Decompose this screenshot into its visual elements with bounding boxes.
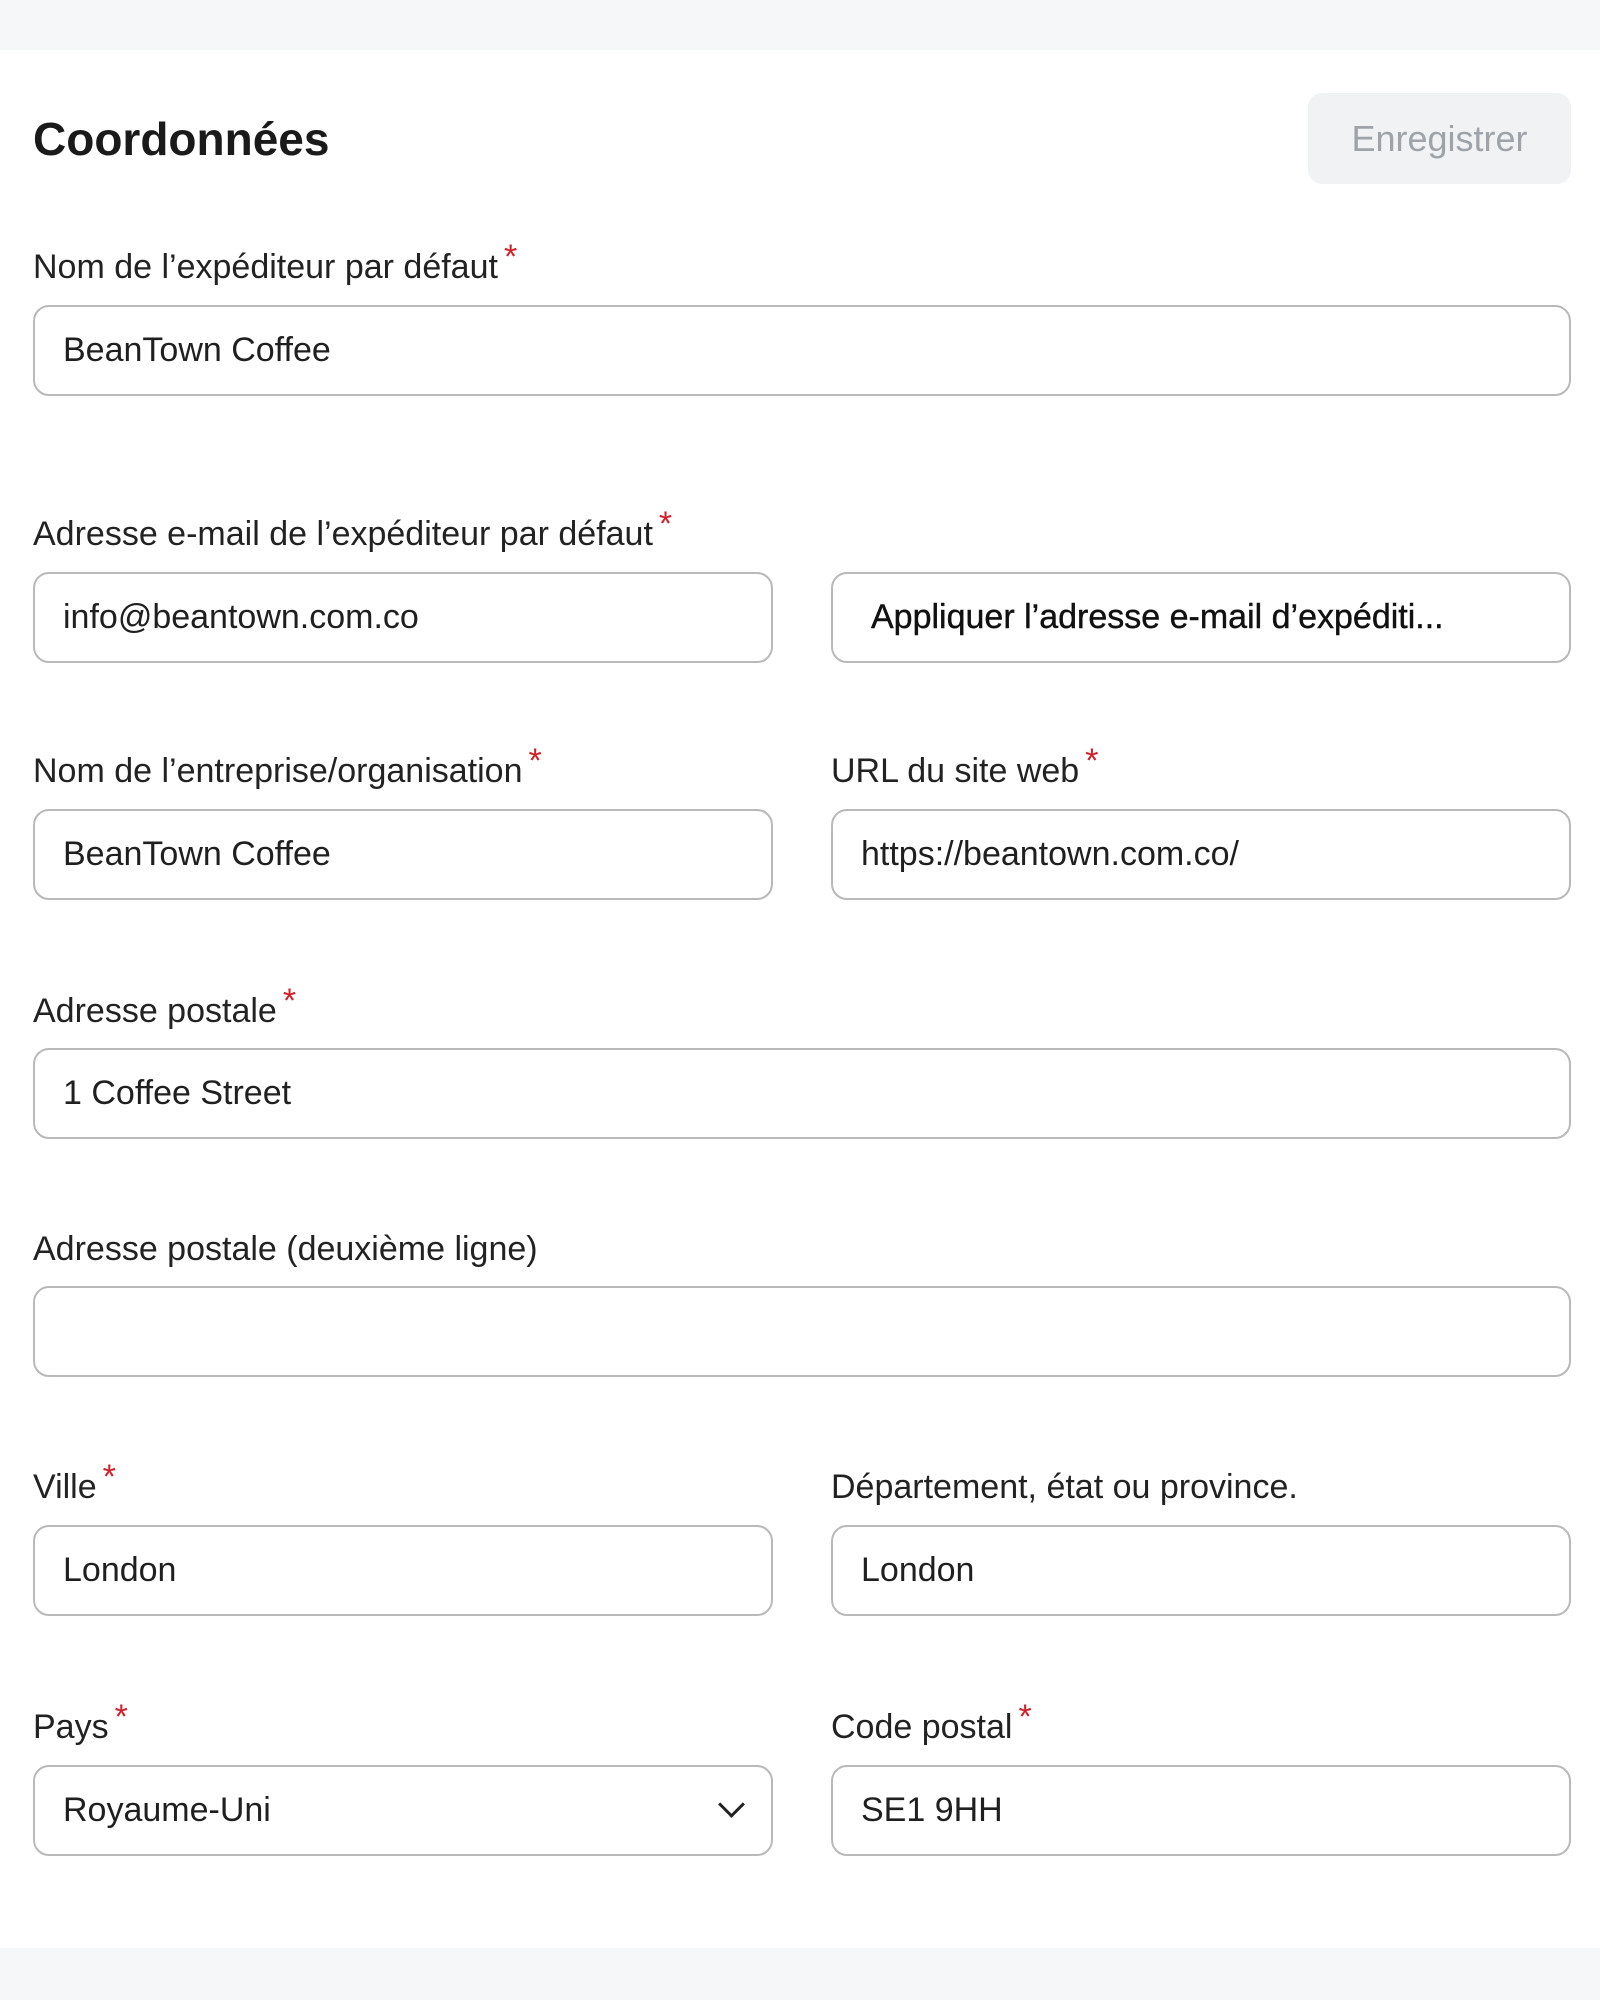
- address2-input[interactable]: [33, 1286, 1571, 1377]
- label-text: Nom de l’entreprise/organisation: [33, 752, 523, 790]
- required-asterisk: *: [1018, 1698, 1032, 1736]
- address1-input[interactable]: 1 Coffee Street: [33, 1048, 1571, 1139]
- sender-name-input[interactable]: BeanTown Coffee: [33, 305, 1571, 396]
- country-value: Royaume-Uni: [63, 1791, 271, 1829]
- sender-name-label: [33, 238, 518, 287]
- required-asterisk: *: [282, 982, 297, 1020]
- country-select[interactable]: [33, 1765, 773, 1856]
- address1-label: [33, 982, 297, 1031]
- required-asterisk: *: [528, 742, 542, 780]
- country-label: [33, 1698, 128, 1747]
- top-bar: [0, 0, 1600, 50]
- label-text: Code postal: [831, 1708, 1013, 1746]
- required-asterisk: *: [503, 238, 518, 276]
- required-asterisk: *: [1085, 742, 1099, 780]
- label-text: Pays: [33, 1708, 109, 1746]
- postal-input[interactable]: SE1 9HH: [831, 1765, 1571, 1856]
- state-input[interactable]: London: [831, 1525, 1571, 1616]
- postal-label: [831, 1698, 1032, 1747]
- apply-sender-email-button[interactable]: Appliquer l’adresse e-mail d’expéditi...: [831, 572, 1571, 663]
- required-asterisk: *: [658, 505, 673, 543]
- label-text: Nom de l’expéditeur par défaut: [33, 248, 498, 286]
- bottom-bar: [0, 1948, 1600, 2000]
- city-input[interactable]: London: [33, 1525, 773, 1616]
- sender-email-input[interactable]: info@beantown.com.co: [33, 572, 773, 663]
- label-text: Adresse e-mail de l’expéditeur par défaut: [33, 515, 653, 553]
- address2-label: Adresse postale (deuxième ligne): [33, 1230, 538, 1268]
- required-asterisk: *: [114, 1698, 128, 1736]
- website-label: [831, 742, 1099, 791]
- label-text: URL du site web: [831, 752, 1080, 790]
- label-text: Ville: [33, 1468, 97, 1506]
- save-button[interactable]: Enregistrer: [1308, 93, 1571, 184]
- page-title: Coordonnées: [33, 113, 330, 165]
- sender-email-label: [33, 505, 673, 554]
- state-label: Département, état ou province.: [831, 1468, 1298, 1506]
- required-asterisk: *: [102, 1458, 116, 1496]
- chevron-down-icon: [718, 1791, 745, 1818]
- website-input[interactable]: https://beantown.com.co/: [831, 809, 1571, 900]
- company-label: [33, 742, 542, 791]
- company-input[interactable]: BeanTown Coffee: [33, 809, 773, 900]
- label-text: Adresse postale: [33, 992, 277, 1030]
- city-label: [33, 1458, 116, 1507]
